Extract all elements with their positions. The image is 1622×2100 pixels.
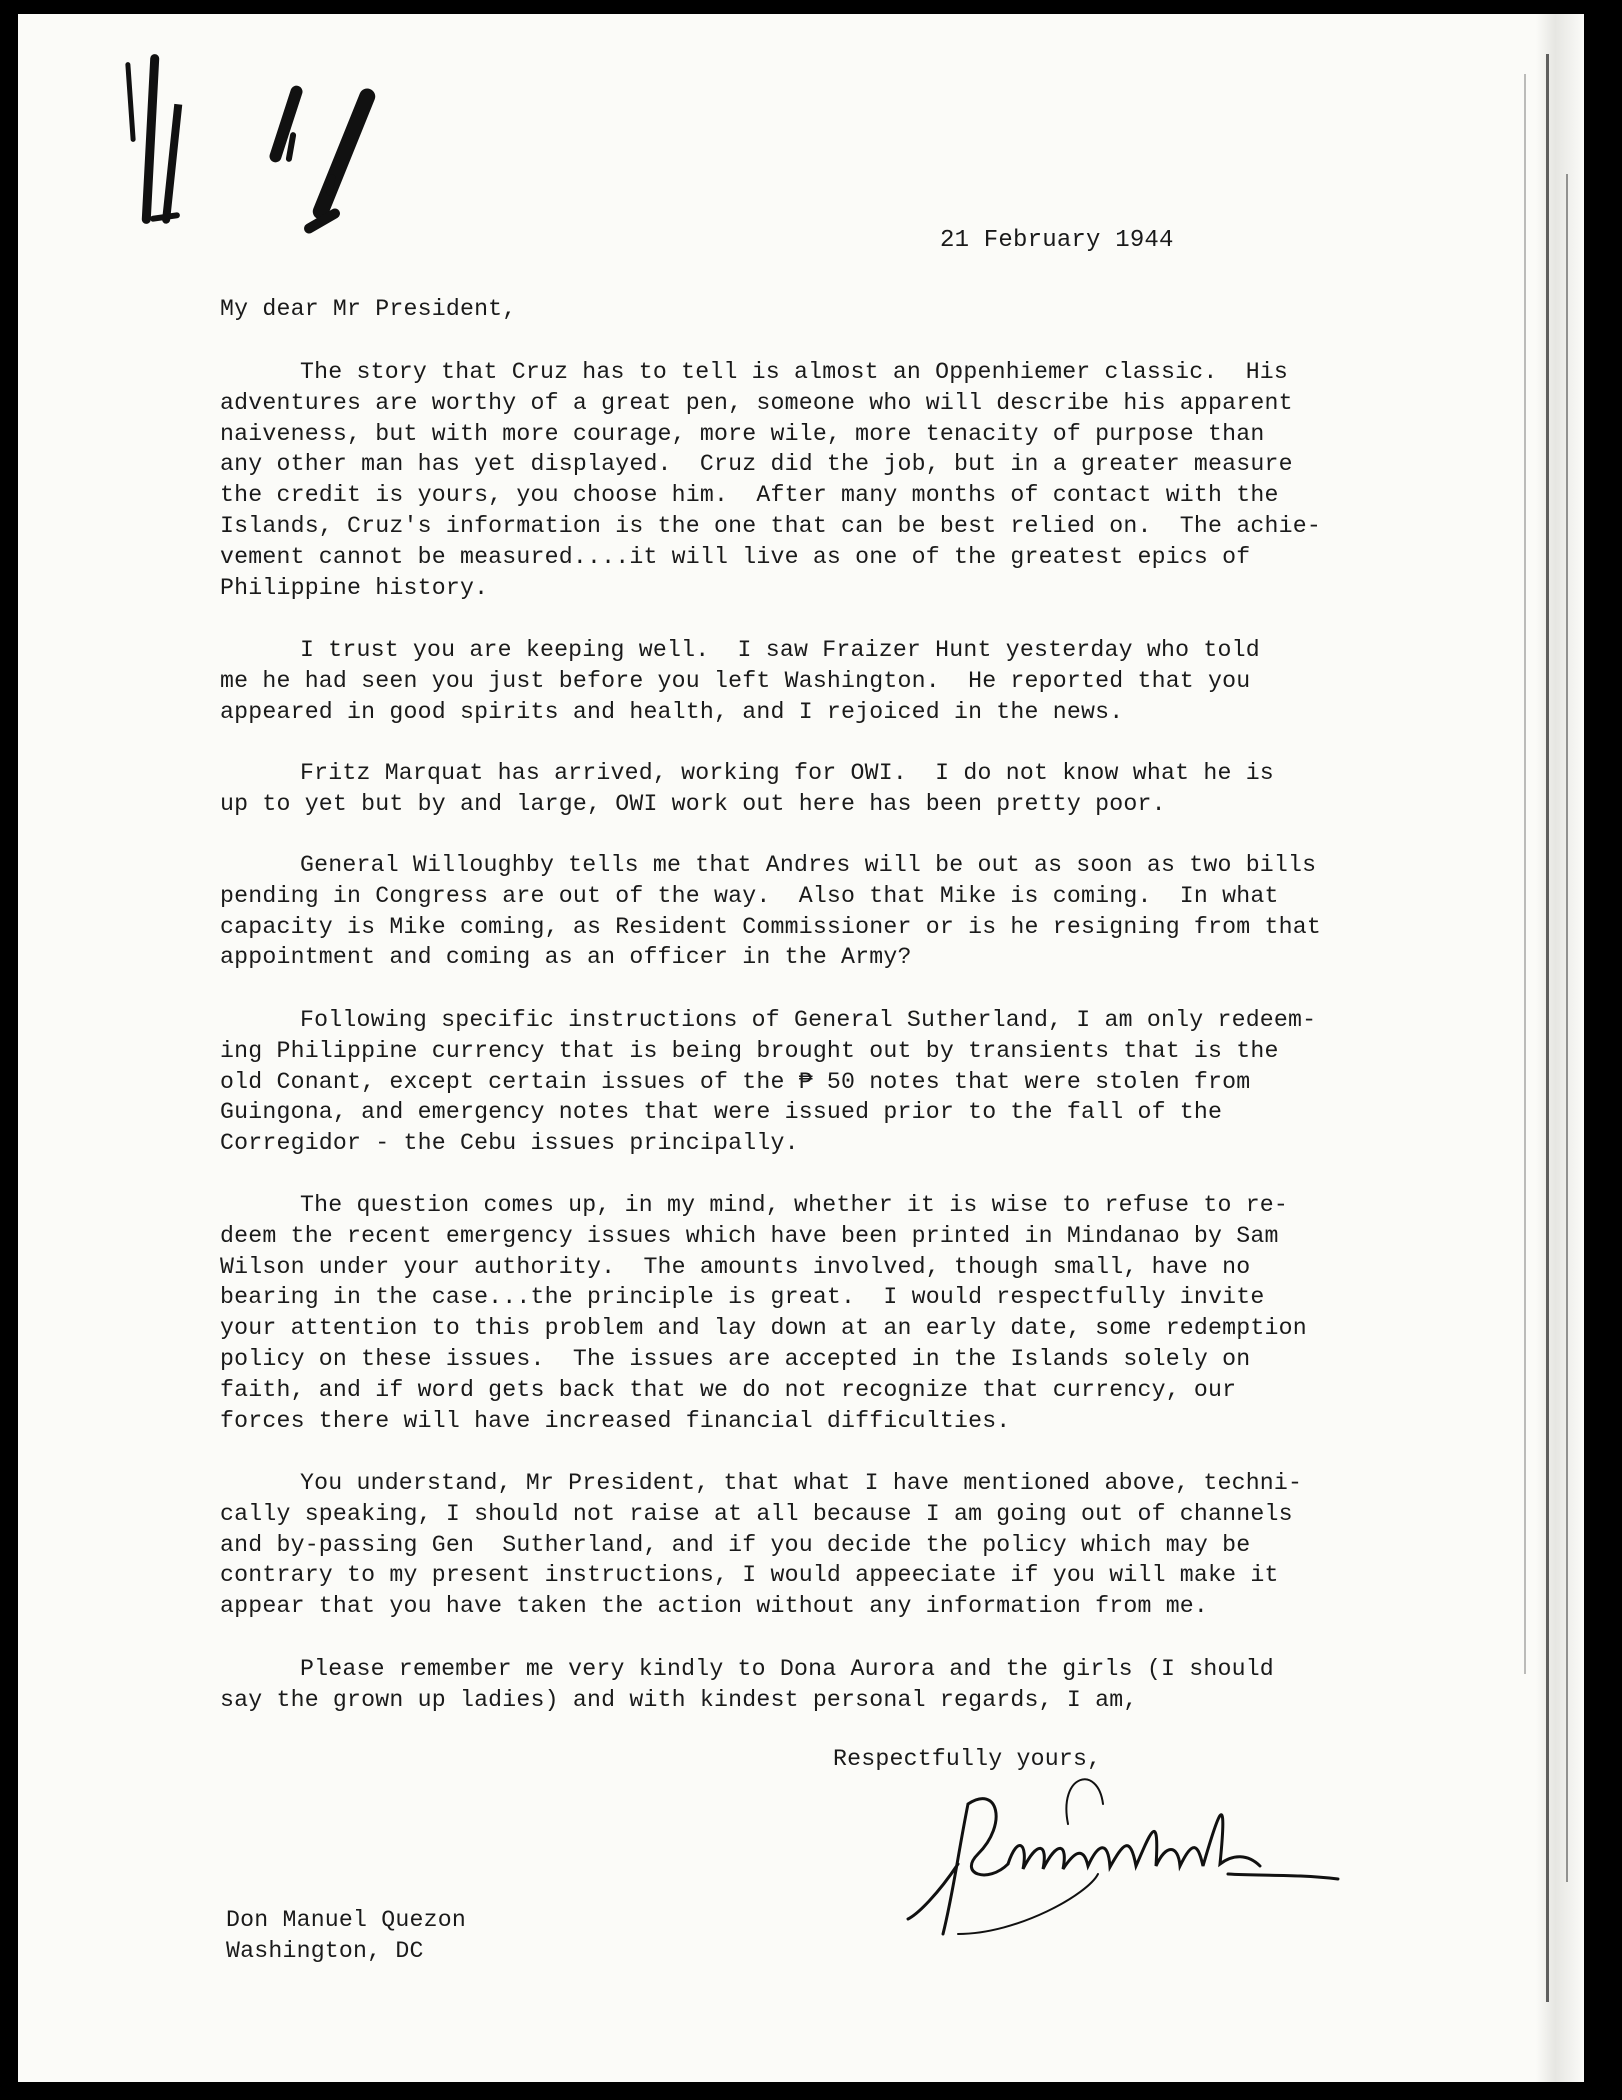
text-line: old Conant, except certain issues of the ₱ 50 notes that were stolen from [220,1068,1251,1095]
text-line: Following specific instructions of General Sutherland, I am only redeem- [300,1007,1317,1033]
text-line: You understand, Mr President, that what I have mentioned above, techni- [300,1470,1303,1496]
text-line: forces there will have increased financial difficulties. [220,1407,1011,1434]
text-line: The story that Cruz has to tell is almost an Oppenhiemer classic. His [300,359,1289,385]
paragraph-6 [220,1190,1307,1436]
text-line: Islands, Cruz's information is the one that can be best relied on. The achie- [220,512,1321,539]
text-line: and by-passing Gen Sutherland, and if you decide the policy which may be [220,1531,1251,1558]
text-line: cally speaking, I should not raise at all because I am going out of channels [220,1500,1293,1527]
text-line: up to yet but by and large, OWI work out here has been pretty poor. [220,790,1166,817]
page-stack-edge [1536,14,1584,2082]
text-line: appeared in good spirits and health, and I rejoiced in the news. [220,698,1124,725]
text-line: vement cannot be measured....it will live as one of the greatest epics of [220,543,1251,570]
text-line: I trust you are keeping well. I saw Fraizer Hunt yesterday who told [300,637,1260,663]
text-line: any other man has yet displayed. Cruz did the job, but in a greater measure [220,451,1293,478]
text-line: pending in Congress are out of the way. Also that Mike is coming. In what [220,882,1279,909]
text-line: Guingona, and emergency notes that were issued prior to the fall of the [220,1099,1223,1126]
text-line: naiveness, but with more courage, more wile, more tenacity of purpose than [220,420,1265,447]
text-line: policy on these issues. The issues are accepted in the Islands solely on [220,1345,1251,1372]
text-line: Philippine history. [220,574,489,601]
paragraph-2 [220,635,1260,727]
paragraph-1 [220,357,1321,603]
text-line: General Willoughby tells me that Andres will be out as soon as two bills [300,852,1317,878]
text-line: Wilson under your authority. The amounts involved, though small, have no [220,1253,1251,1280]
text-line: say the grown up ladies) and with kindest personal regards, I am, [220,1686,1138,1713]
letter-page [18,14,1584,2082]
text-line: capacity is Mike coming, as Resident Commissioner or is he resigning from that [220,913,1321,940]
text-line: Please remember me very kindly to Dona Aurora and the girls (I should [300,1656,1274,1682]
paragraph-8 [220,1654,1274,1716]
addressee-name: Don Manuel Quezon [226,1907,466,1933]
text-line: the credit is yours, you choose him. After many months of contact with the [220,482,1279,509]
addressee-location: Washington, DC [226,1937,424,1964]
paragraph-7 [220,1468,1302,1622]
closing: Respectfully yours, [833,1746,1102,1772]
letter-date: 21 February 1944 [940,227,1174,254]
text-line: The question comes up, in my mind, whether it is wise to refuse to re- [300,1192,1289,1218]
handwritten-signature [898,1744,1358,1944]
text-line: contrary to my present instructions, I would appeeciate if you will make it [220,1562,1279,1589]
text-line: bearing in the case...the principle is great. I would respectfully invite [220,1284,1265,1311]
text-line: your attention to this problem and lay down at an early date, some redemption [220,1315,1307,1342]
text-line: appointment and coming as an officer in the Army? [220,944,912,971]
paragraph-4 [220,850,1321,973]
page-stack-line [1524,74,1526,1674]
addressee-block [226,1905,466,1967]
text-line: me he had seen you just before you left Washington. He reported that you [220,667,1251,694]
text-line: ing Philippine currency that is being brought out by transients that is the [220,1037,1279,1064]
text-line: Corregidor - the Cebu issues principally. [220,1130,799,1157]
paragraph-3 [220,758,1274,820]
paragraph-5 [220,1005,1316,1159]
text-line: adventures are worthy of a great pen, someone who will describe his apparent [220,389,1293,416]
text-line: faith, and if word gets back that we do not recognize that currency, our [220,1376,1237,1403]
salutation: My dear Mr President, [220,296,517,322]
text-line: Fritz Marquat has arrived, working for OWI. I do not know what he is [300,760,1274,786]
text-line: deem the recent emergency issues which have been printed in Mindanao by Sam [220,1222,1279,1249]
text-line: appear that you have taken the action without any information from me. [220,1593,1209,1620]
